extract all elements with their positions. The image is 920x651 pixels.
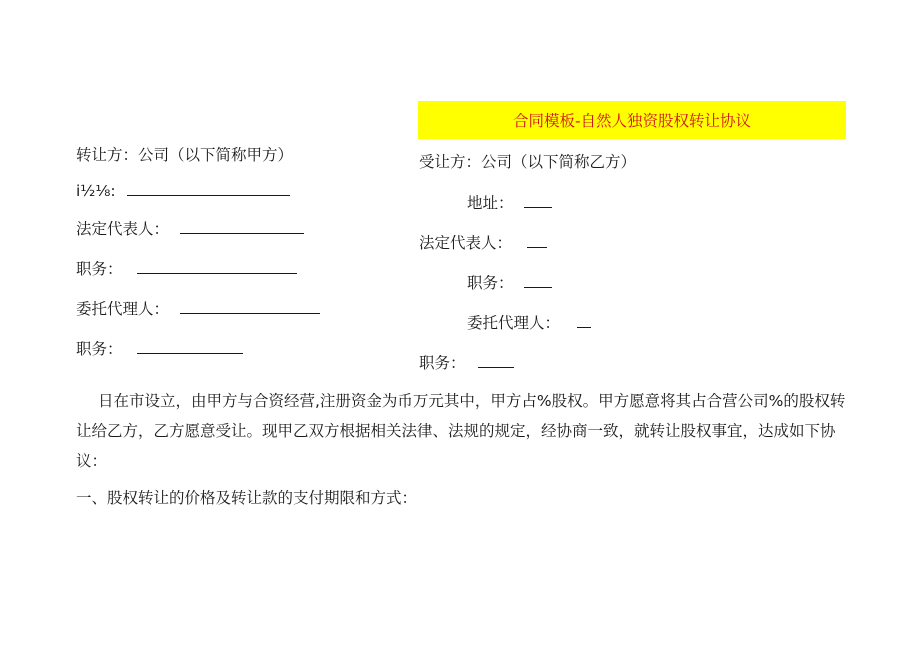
party-b-address-blank[interactable] (524, 192, 552, 208)
party-a-heading: 转让方：公司（以下简称甲方） (76, 146, 294, 164)
party-a-legal-rep-row (76, 218, 304, 238)
title-banner (418, 101, 846, 139)
party-b-agent-position-label: 职务： (419, 354, 466, 372)
party-b-agent-blank[interactable] (577, 312, 591, 328)
party-b-address-label: 地址： (467, 194, 514, 212)
party-a-legal-rep-blank[interactable] (180, 218, 304, 234)
party-b-agent-position-row (419, 352, 514, 372)
party-b-agent-row (467, 312, 591, 332)
party-b-agent-label: 委托代理人： (467, 314, 561, 332)
party-b-heading: 受让方：公司（以下简称乙方） (419, 153, 637, 171)
section-1-heading: 一、股权转让的价格及转让款的支付期限和方式： (76, 489, 418, 507)
party-b-agent-position-blank[interactable] (478, 352, 514, 368)
party-a-position-label: 职务： (76, 260, 123, 278)
party-a-agent-blank[interactable] (180, 298, 320, 314)
party-a-address-blank[interactable] (127, 180, 290, 196)
party-a-address-row (76, 180, 290, 200)
intro-paragraph: 日在市设立，由甲方与合资经营,注册资金为币万元其中，甲方占%股权。甲方愿意将其占合营公司%的股权转让给乙方，乙方愿意受让。现甲乙双方根据相关法律、法规的规定，经协商一致，就转让股权事宜，达成如下协议： (76, 392, 846, 470)
party-a-agent-label: 委托代理人： (76, 300, 170, 318)
party-b-legal-rep-label: 法定代表人： (419, 234, 513, 252)
party-a-position-blank[interactable] (137, 258, 297, 274)
party-a-address-label: i½⅛: (76, 182, 116, 200)
party-a-agent-position-label: 职务： (76, 340, 123, 358)
party-b-position-row (467, 272, 552, 292)
party-b-position-blank[interactable] (524, 272, 552, 288)
party-a-agent-row (76, 298, 320, 318)
party-a-agent-position-blank[interactable] (137, 338, 243, 354)
party-a-legal-rep-label: 法定代表人： (76, 220, 170, 238)
party-b-legal-rep-blank[interactable] (527, 232, 547, 248)
document-title: 合同模板-自然人独资股权转让协议 (512, 112, 752, 130)
party-b-address-row (467, 192, 552, 212)
party-b-legal-rep-row (419, 232, 547, 252)
party-b-position-label: 职务： (467, 274, 514, 292)
party-a-position-row (76, 258, 297, 278)
party-a-agent-position-row (76, 338, 243, 358)
